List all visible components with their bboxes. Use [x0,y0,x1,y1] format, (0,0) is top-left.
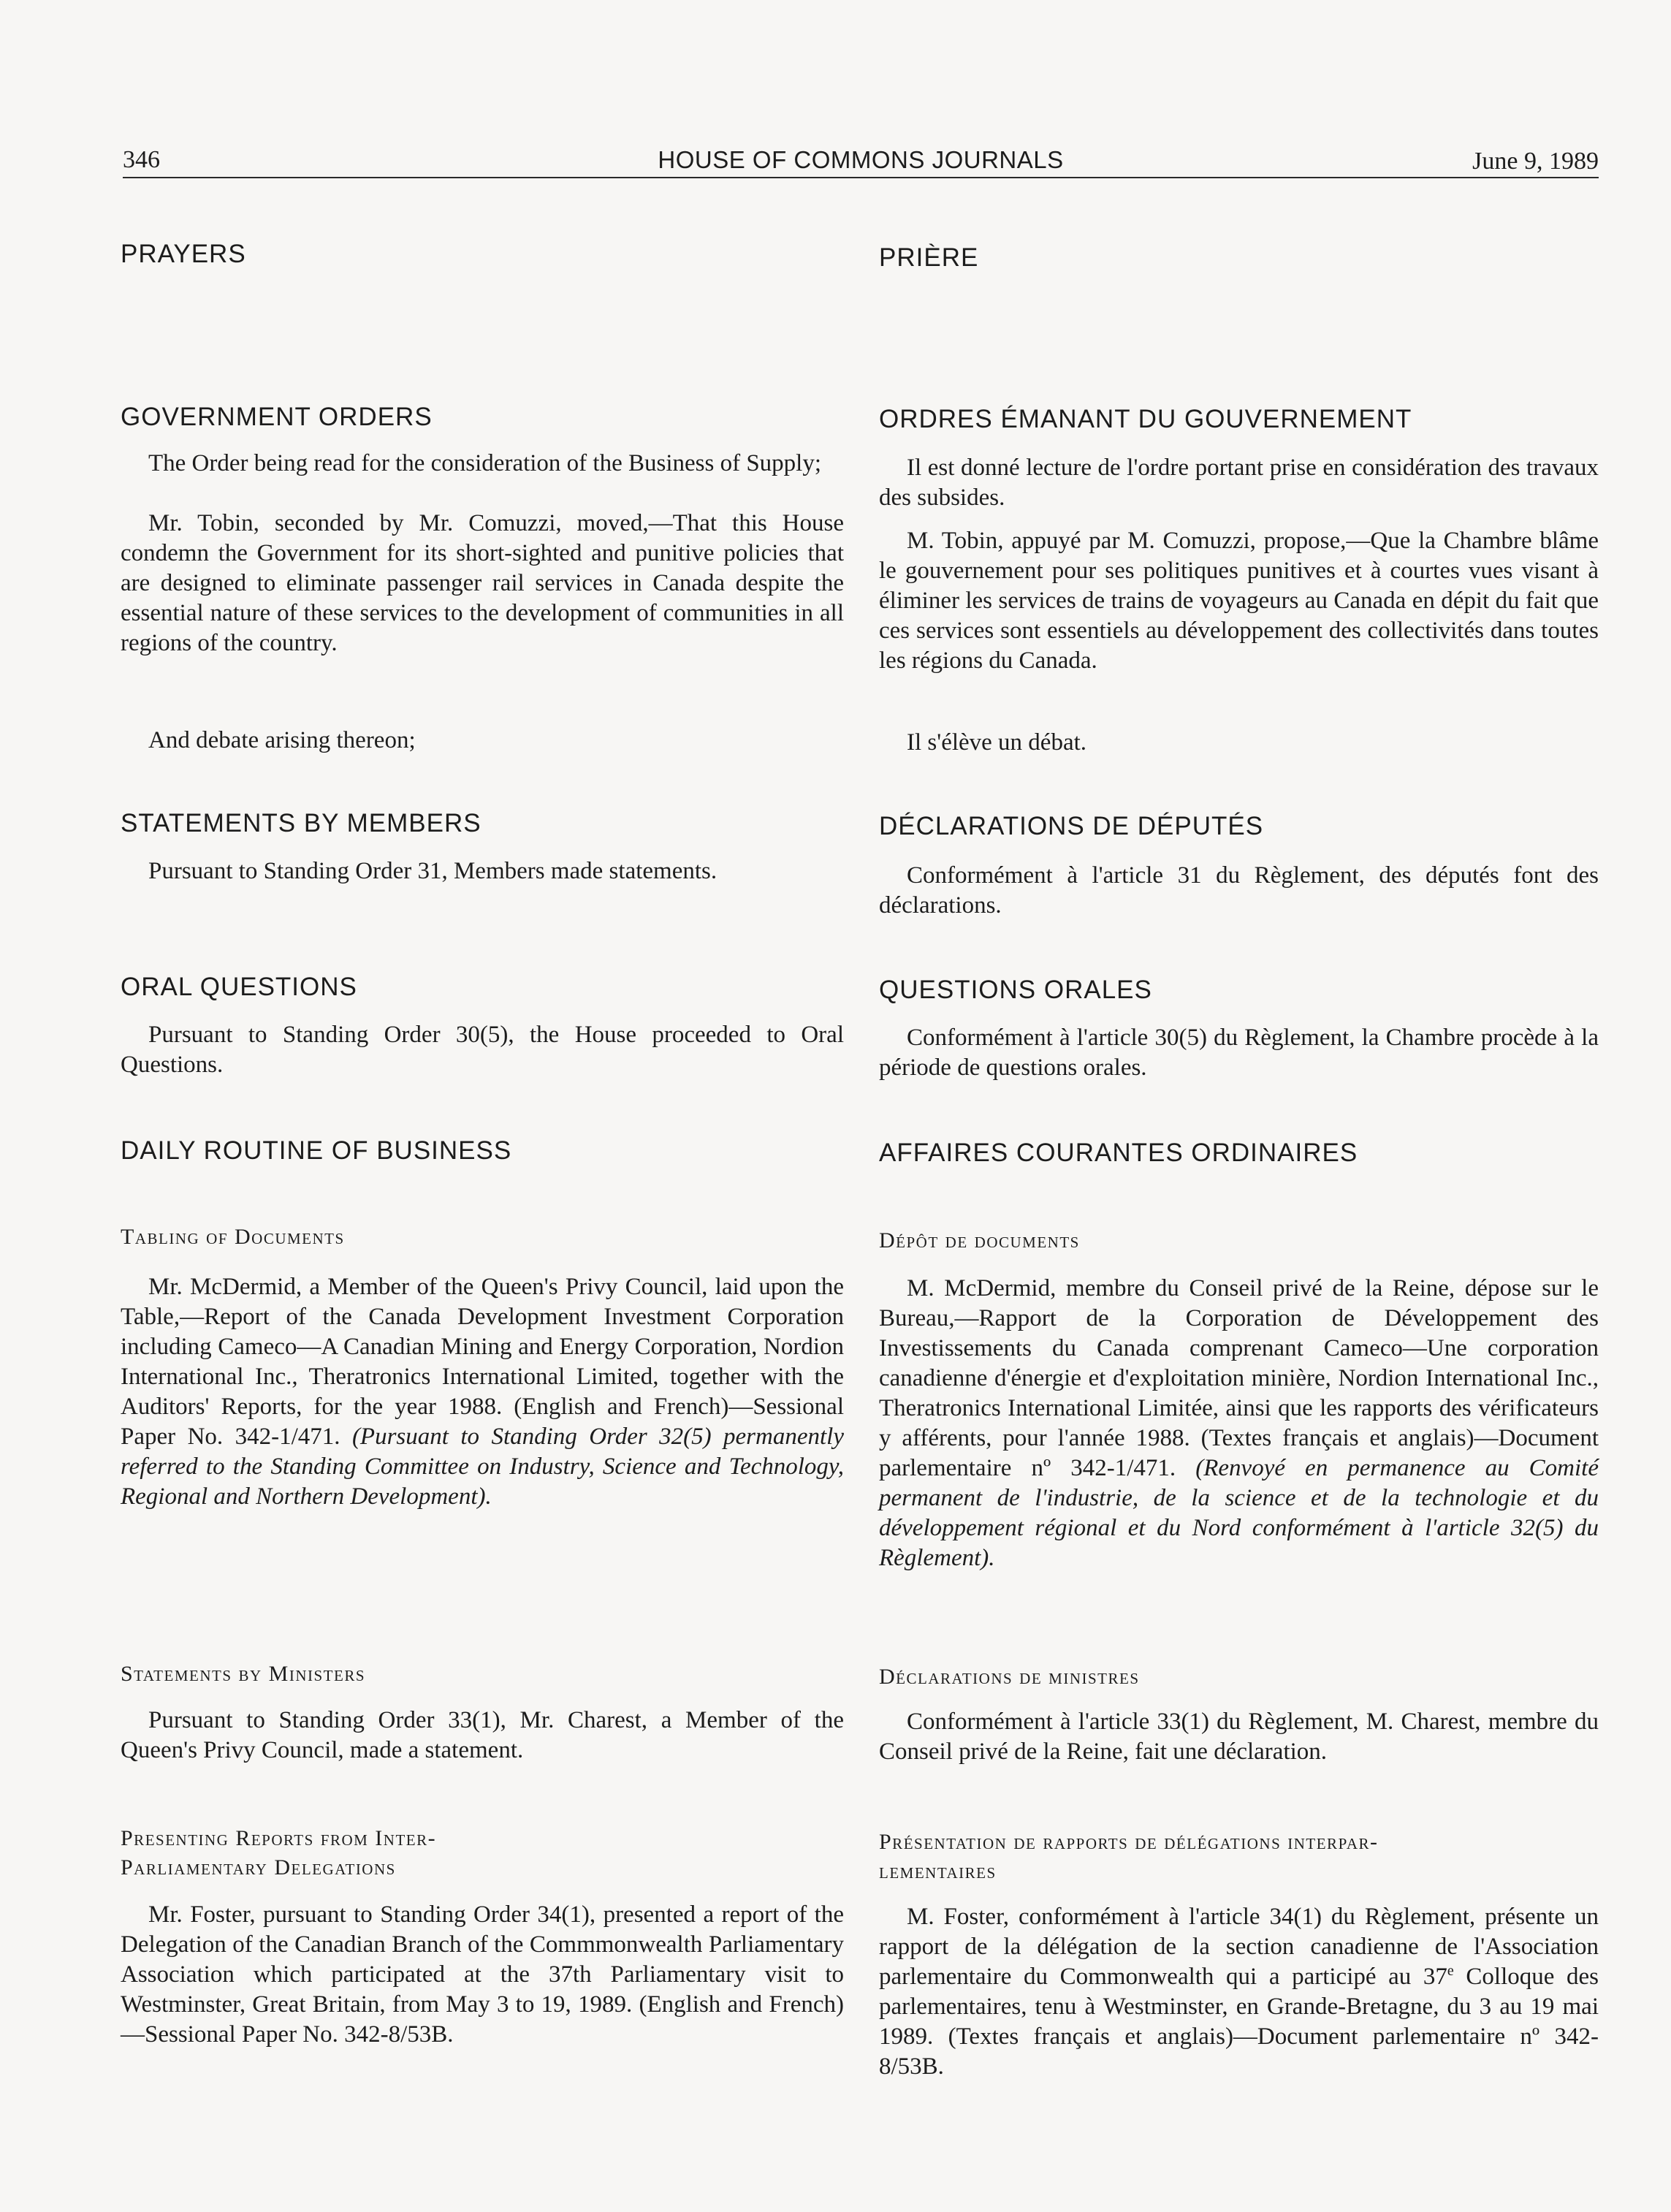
statements-by-members-heading: STATEMENTS BY MEMBERS [121,809,481,837]
declarations-ministres-heading: Déclarations de ministres [879,1665,1140,1689]
interpar-heading-line-1: Présentation de rapports de délégations interpar- [879,1830,1379,1854]
priere-heading: PRIÈRE [879,243,979,272]
tabling-referral-note: (Pursuant to Standing Order 32(5) permanently referred to the Standing Committee on Industry, Science and Technology, Regional and Northern Development). [121,1424,844,1510]
ordres-gouvernement-paragraph-1: Il est donné lecture de l'ordre portant prise en considération des travaux des subsides. [879,455,1599,511]
page-date: June 9, 1989 [1472,148,1599,175]
running-header [123,142,1599,178]
interparl-heading-line-1: Presenting Reports from Inter- [121,1826,437,1850]
page-number: 346 [123,146,160,173]
declarations-deputes-paragraph: Conformément à l'article 31 du Règlement, des députés font des déclarations. [879,862,1599,919]
ministers-paragraph: Pursuant to Standing Order 33(1), Mr. Charest, a Member of the Queen's Privy Council, made a statement. [121,1707,844,1763]
government-orders-paragraph-2: Mr. Tobin, seconded by Mr. Comuzzi, moved,—That this House condemn the Government for its short-sighted and punitive policies that are designed to eliminate passenger rail services in Canada despite the essential nature of these services to the development of communities in all regions of the country. [121,510,844,656]
depot-documents-heading: Dépôt de documents [879,1228,1080,1253]
ministers-heading: Statements by Ministers [121,1662,366,1686]
interparl-paragraph: Mr. Foster, pursuant to Standing Order 34(1), presented a report of the Delegation of the Canadian Branch of the Commmonwealth Parliamentary Association which participated at the 37th Parliamentary visit to Westminster, Great Britain, from May 3 to 19, 1989. (English and French)—Sessional Paper No. 342-8/53B. [121,1901,844,2048]
depot-documents-paragraph [879,1274,1599,1573]
questions-orales-heading: QUESTIONS ORALES [879,976,1152,1004]
oral-questions-paragraph: Pursuant to Standing Order 30(5), the House proceeded to Oral Questions. [121,1022,844,1078]
interpar-paragraph [879,1902,1599,2082]
tabling-paragraph-text: Mr. McDermid, a Member of the Queen's Privy Council, laid upon the Table,—Report of the Canada Development Investment Corporation including Cameco—A Canadian Mining and Energy Corporation, Nordion International Inc., Theratronics International Limited, together with the Auditors' Reports, for the year 1988. (English and French)—Sessional Paper No. 342-1/471. [121,1274,844,1450]
daily-routine-heading: DAILY ROUTINE OF BUSINESS [121,1136,512,1165]
depot-documents-text: M. McDermid, membre du Conseil privé de la Reine, dépose sur le Bureau,—Rapport de la Corporation de Développement des Investissements du Canada comprenant Cameco—Une corporation canadienne d'énergie et d'exploitation minière, Nordion International Inc., Theratronics International Limitée, ainsi que les rapports des vérificateurs y afférents, pour l'année 1988. (Textes français et anglais)—Document parlementaire nº 342-1/471. [879,1275,1599,1481]
prayers-heading: PRAYERS [121,240,246,268]
journal-title: HOUSE OF COMMONS JOURNALS [658,146,1064,173]
interpar-superscript: e [1447,1963,1454,1979]
interparl-heading-line-2: Parliamentary Delegations [121,1855,396,1880]
interpar-heading-line-2: lementaires [879,1859,997,1883]
ordres-gouvernement-heading: ORDRES ÉMANANT DU GOUVERNEMENT [879,405,1412,433]
ordres-gouvernement-paragraph-3: Il s'élève un débat. [907,729,1087,756]
interpar-paragraph-text-a: M. Foster, conformément à l'article 34(1) du Règlement, présente un rapport de la délégation de la section canadienne de l'Association parlementaire du Commonwealth qui a participé au 37 [879,1904,1599,1990]
government-orders-paragraph-1: The Order being read for the consideration of the Business of Supply; [148,450,822,476]
government-orders-heading: GOVERNMENT ORDERS [121,403,433,431]
tabling-paragraph [121,1272,844,1512]
ordres-gouvernement-paragraph-2: M. Tobin, appuyé par M. Comuzzi, propose,—Que la Chambre blâme le gouvernement pour ses politiques punitives et à courtes vues visant à éliminer les services de trains de voyageurs au Canada en dépit du fait que ces services sont essentiels au développement des collectivités dans toutes les régions du Canada. [879,528,1599,674]
interpar-paragraph-text-b: Colloque des parlementaires, tenu à Westminster, en Grande-Bretagne, du 3 au 19 mai 1989. (Textes français et anglais)—Document parlementaire nº 342-8/53B. [879,1964,1599,2080]
statements-by-members-paragraph: Pursuant to Standing Order 31, Members made statements. [148,858,717,884]
declarations-ministres-paragraph: Conformément à l'article 33(1) du Règlement, M. Charest, membre du Conseil privé de la Reine, fait une déclaration. [879,1709,1599,1765]
government-orders-paragraph-3: And debate arising thereon; [148,727,416,753]
affaires-courantes-heading: AFFAIRES COURANTES ORDINAIRES [879,1139,1358,1167]
oral-questions-heading: ORAL QUESTIONS [121,973,357,1001]
tabling-heading: Tabling of Documents [121,1225,345,1249]
depot-documents-referral-note: (Renvoyé en permanence au Comité permanent de l'industrie, de la science et de la technologie et du développement régional et du Nord conformément à l'article 32(5) du Règlement). [879,1455,1599,1571]
declarations-deputes-heading: DÉCLARATIONS DE DÉPUTÉS [879,812,1264,840]
questions-orales-paragraph: Conformément à l'article 30(5) du Règlement, la Chambre procède à la période de questions orales. [879,1025,1599,1081]
